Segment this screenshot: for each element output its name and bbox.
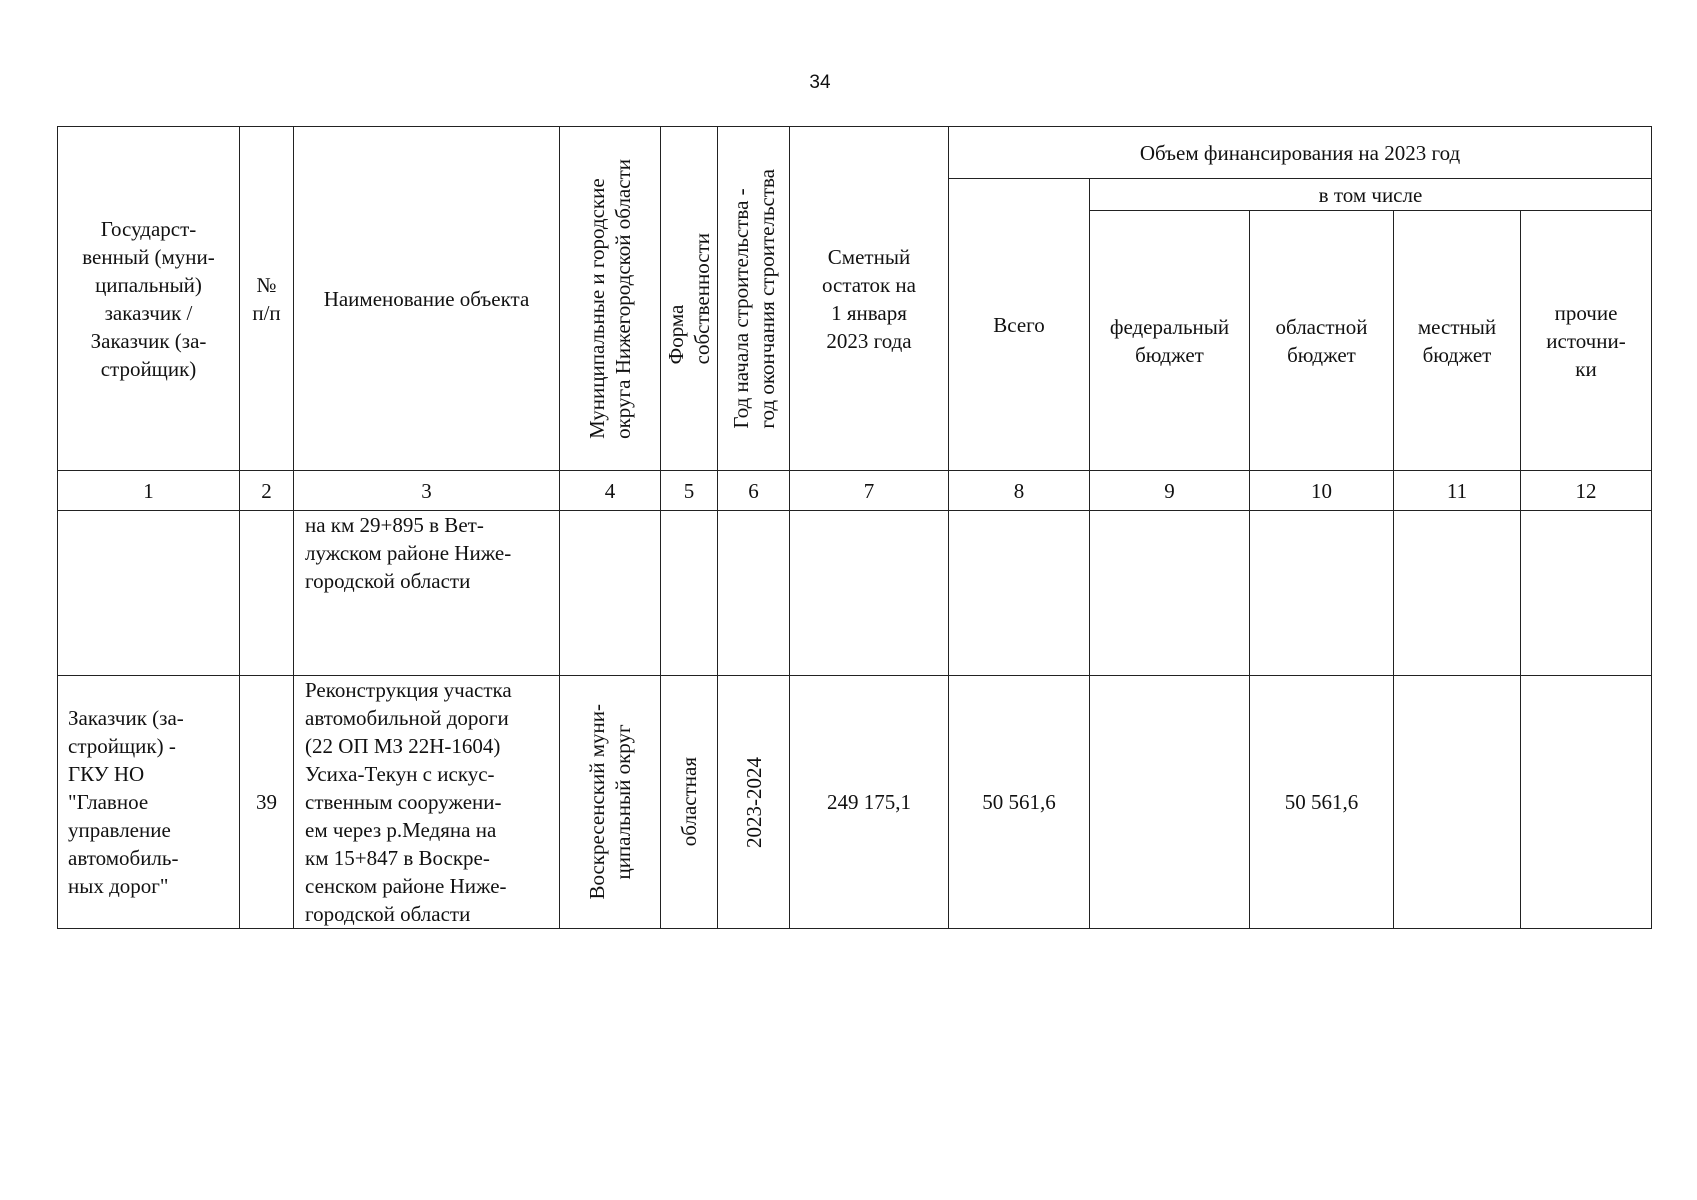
cell-years: 2023-2024 [718, 676, 790, 929]
column-number: 3 [294, 471, 560, 511]
cell-num: 39 [240, 676, 294, 929]
page-number: 34 [809, 72, 831, 93]
cell-total: 50 561,6 [949, 676, 1090, 929]
cell-customer [58, 511, 240, 676]
cell-municipality: Воскресенский муни- ципальный округ [560, 676, 661, 929]
cell-regional [1250, 511, 1394, 676]
column-number: 6 [718, 471, 790, 511]
column-number: 1 [58, 471, 240, 511]
column-number: 10 [1250, 471, 1394, 511]
table-row [58, 676, 1652, 929]
cell-federal [1090, 511, 1250, 676]
column-number: 4 [560, 471, 661, 511]
column-number: 8 [949, 471, 1090, 511]
cell-ownership [661, 511, 718, 676]
header-customer: Государст- венный (муни- ципальный) заказчик / Заказчик (за- стройщик) [58, 127, 240, 471]
header-num: № п/п [240, 127, 294, 471]
header-other: прочие источни- ки [1521, 211, 1652, 471]
table-row [58, 511, 1652, 676]
cell-municipality [560, 511, 661, 676]
cell-other [1521, 676, 1652, 929]
cell-ownership: областная [661, 676, 718, 929]
column-number: 12 [1521, 471, 1652, 511]
header-federal: федеральный бюджет [1090, 211, 1250, 471]
cell-estimate: 249 175,1 [790, 676, 949, 929]
header-municipality: Муниципальные и городские округа Нижегородской области [560, 127, 661, 471]
header-object-name: Наименование объекта [294, 127, 560, 471]
column-number: 2 [240, 471, 294, 511]
cell-customer: Заказчик (за- стройщик) - ГКУ НО "Главное управление автомобиль- ных дорог" [58, 676, 240, 929]
cell-regional: 50 561,6 [1250, 676, 1394, 929]
header-local: местный бюджет [1394, 211, 1521, 471]
column-number: 9 [1090, 471, 1250, 511]
header-row-1 [58, 127, 1652, 179]
cell-num [240, 511, 294, 676]
cell-object-name: на км 29+895 в Вет- лужском районе Ниже- городской области [294, 511, 560, 676]
cell-federal [1090, 676, 1250, 929]
cell-local [1394, 676, 1521, 929]
cell-object-name: Реконструкция участка автомобильной дороги (22 ОП МЗ 22Н-1604) Усиха-Текун с искус- ственным сооружени- ем через р.Медяна на км 15+847 в Воскре- сенском районе Ниже- городской области [294, 676, 560, 929]
cell-estimate [790, 511, 949, 676]
cell-local [1394, 511, 1521, 676]
column-number: 11 [1394, 471, 1521, 511]
cell-other [1521, 511, 1652, 676]
cell-years [718, 511, 790, 676]
header-ownership: Форма собственности [661, 127, 718, 471]
column-number: 5 [661, 471, 718, 511]
cell-total [949, 511, 1090, 676]
header-years: Год начала строительства - год окончания строительства [718, 127, 790, 471]
header-including: в том числе [1090, 179, 1652, 211]
header-financing: Объем финансирования на 2023 год [949, 127, 1652, 179]
header-regional: областной бюджет [1250, 211, 1394, 471]
header-estimate: Сметный остаток на 1 января 2023 года [790, 127, 949, 471]
header-total: Всего [949, 179, 1090, 471]
column-number-row [58, 471, 1652, 511]
column-number: 7 [790, 471, 949, 511]
financing-table [57, 126, 1652, 929]
